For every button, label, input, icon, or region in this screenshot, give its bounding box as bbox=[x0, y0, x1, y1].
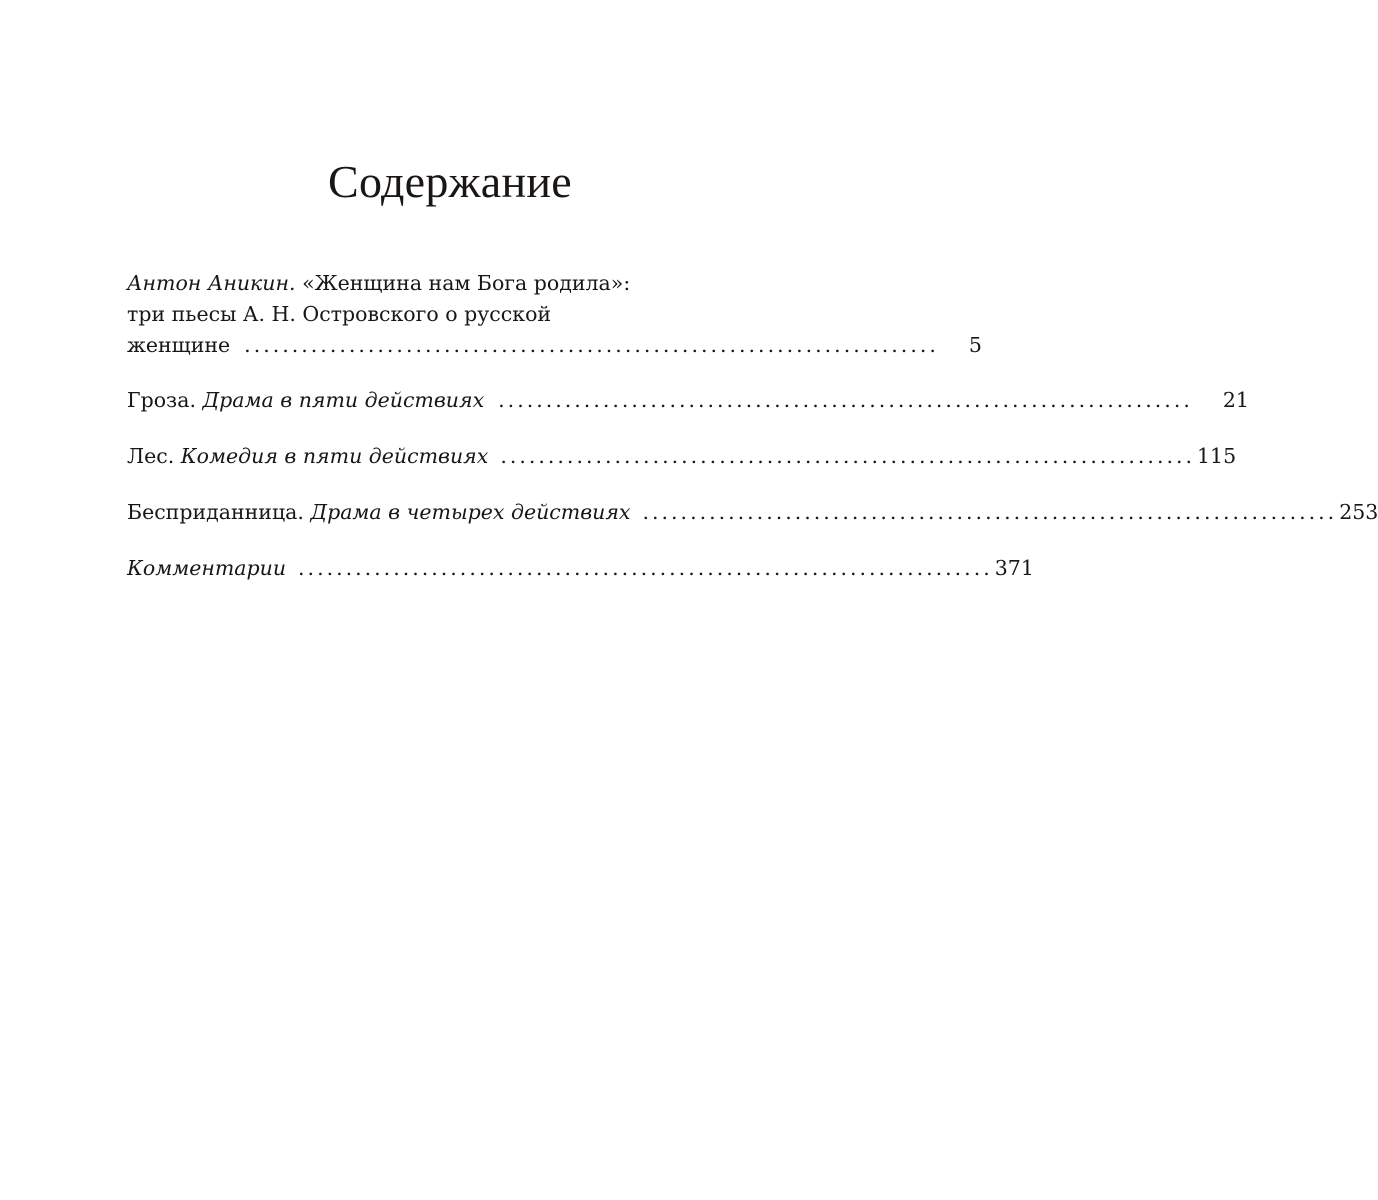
toc-entry-bespridannitsa bbox=[127, 497, 1378, 528]
toc-page-number: 115 bbox=[1197, 444, 1237, 468]
page-title: Содержание bbox=[327, 156, 573, 207]
toc-entry-groza bbox=[127, 385, 1249, 416]
table-of-contents bbox=[127, 268, 1378, 609]
toc-entry-comments bbox=[127, 553, 1034, 584]
dot-leader: ......................................................................... bbox=[498, 388, 1193, 412]
dot-leader: ......................................................................... bbox=[244, 333, 939, 357]
toc-entry-les bbox=[127, 441, 1237, 472]
toc-page-number: 5 bbox=[968, 333, 982, 357]
toc-entry-title: Бесприданница. bbox=[127, 500, 304, 524]
toc-page-number: 371 bbox=[994, 556, 1034, 580]
dot-leader: ......................................................................... bbox=[642, 500, 1338, 524]
toc-page-number: 253 bbox=[1339, 500, 1378, 524]
toc-entry-intro-line2: три пьесы А. Н. Островского о русской bbox=[127, 302, 552, 326]
toc-entry-subtitle: Драма в пяти действиях bbox=[202, 388, 485, 412]
toc-entry-intro-line1 bbox=[127, 268, 772, 299]
toc-page-number: 21 bbox=[1222, 388, 1249, 412]
toc-entry-title: «Женщина нам Бога родила»: bbox=[302, 271, 631, 295]
toc-entry-intro bbox=[127, 268, 982, 361]
toc-entry-title: Комментарии bbox=[127, 556, 287, 580]
toc-entry-subtitle: Комедия в пяти действиях bbox=[180, 444, 489, 468]
toc-entry-subtitle: Драма в четырех действиях bbox=[310, 500, 631, 524]
toc-entry-author: Антон Аникин. bbox=[127, 271, 296, 295]
dot-leader: ......................................................................... bbox=[298, 556, 993, 580]
toc-entry-title-end: женщине bbox=[127, 333, 231, 357]
toc-entry-title: Лес. bbox=[127, 444, 175, 468]
dot-leader: ......................................................................... bbox=[500, 444, 1196, 468]
toc-entry-title: Гроза. bbox=[127, 388, 196, 412]
toc-entry-intro-line3 bbox=[127, 330, 982, 361]
